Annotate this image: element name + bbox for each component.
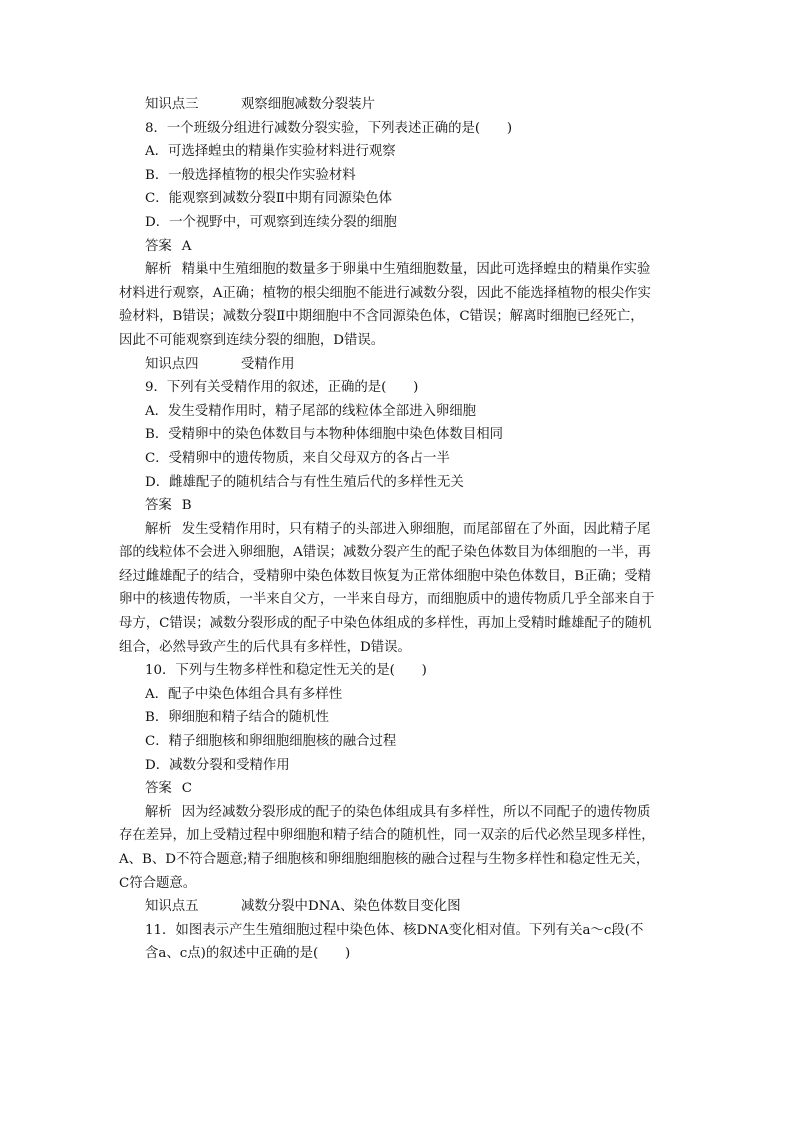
question-10-option-c: C．精子细胞核和卵细胞细胞核的融合过程 <box>145 734 397 750</box>
question-9-option-a: A．发生受精作用时，精子尾部的线粒体全部进入卵细胞 <box>145 403 477 419</box>
section-title: 受精作用 <box>241 356 295 372</box>
answer-label: 答案 <box>145 238 172 254</box>
question-8-option-b: B．一般选择植物的根尖作实验材料 <box>145 167 356 183</box>
question-8-option-c: C．能观察到减数分裂Ⅱ中期有同源染色体 <box>145 191 392 207</box>
question-10-option-a: A．配子中染色体组合具有多样性 <box>145 686 343 702</box>
question-9-option-c: C．受精卵中的遗传物质，来自父母双方的各占一半 <box>145 450 450 466</box>
section-label: 知识点三 <box>145 97 199 112</box>
question-8-answer <box>145 235 655 259</box>
analysis-text: 发生受精作用时，只有精子的头部进入卵细胞，而尾部留在了外面，因此精子尾部的线粒体不会进入卵细胞，A错误；减数分裂产生的配子染色体数目为体细胞的一半，再经过雌雄配子的结合，受精卵中染色体数目恢复为正常体细胞中染色体数目，B正确；受精卵中的核遗传物质，一半来自父方，一半来自母方，而细胞质中的遗传物质几乎全部来自于母方，C错误；减数分裂形成的配子中染色体组成的多样性，再加上受精时雌雄配子的随机组合，必然导致产生的后代具有多样性，D错误。 <box>119 521 655 655</box>
document-content <box>119 93 655 966</box>
question-9-stem: 9．下列有关受精作用的叙述，正确的是( ) <box>145 380 419 396</box>
analysis-text: 精巢中生殖细胞的数量多于卵巢中生殖细胞数量，因此可选择蝗虫的精巢作实验材料进行观察，A正确；植物的根尖细胞不能进行减数分裂，因此不能选择植物的根尖作实验材料，B错误；减数分裂Ⅱ中期细胞中不含同源染色体，C错误；解离时细胞已经死亡，因此不可能观察到连续分裂的细胞，D错误。 <box>119 262 651 348</box>
answer-value: A <box>181 238 192 254</box>
analysis-label: 解析 <box>145 262 172 278</box>
question-8-analysis <box>119 258 655 352</box>
question-9-answer <box>145 494 655 518</box>
section-title: 观察细胞减数分裂装片 <box>241 97 375 112</box>
question-10-option-d: D．减数分裂和受精作用 <box>145 757 290 773</box>
question-10-answer <box>145 777 655 801</box>
section-heading-3 <box>145 93 655 117</box>
question-10-analysis <box>119 801 655 895</box>
question-9-option-d: D．雌雄配子的随机结合与有性生殖后代的多样性无关 <box>145 474 464 490</box>
section-heading-4 <box>145 353 655 377</box>
question-8-option-d: D．一个视野中，可观察到连续分裂的细胞 <box>145 214 397 230</box>
section-title: 减数分裂中DNA、染色体数目变化图 <box>241 899 461 915</box>
answer-value: C <box>181 781 193 797</box>
analysis-text: 因为经减数分裂形成的配子的染色体组成具有多样性，所以不同配子的遗传物质存在差异，加上受精过程中卵细胞和精子结合的随机性，同一双亲的后代必然呈现多样性，A、B、D不符合题意;精子细胞核和卵细胞细胞核的融合过程与生物多样性和稳定性无关，C符合题意。 <box>119 804 655 891</box>
question-9-option-b: B．受精卵中的染色体数目与本物种体细胞中染色体数目相同 <box>145 427 503 443</box>
question-8-stem: 8．一个班级分组进行减数分裂实验，下列表述正确的是( ) <box>145 120 513 136</box>
question-8-option-a: A．可选择蝗虫的精巢作实验材料进行观察 <box>145 144 396 160</box>
analysis-label: 解析 <box>145 804 172 820</box>
answer-label: 答案 <box>145 781 172 797</box>
answer-value: B <box>181 498 192 514</box>
answer-label: 答案 <box>145 498 172 514</box>
question-10-option-b: B．卵细胞和精子结合的随机性 <box>145 710 329 726</box>
question-11-stem: 11．如图表示产生生殖细胞过程中染色体、核DNA变化相对值。下列有关a～c段(不含a、c点)的叙述中正确的是( ) <box>145 922 644 962</box>
section-label: 知识点四 <box>145 356 199 372</box>
analysis-label: 解析 <box>145 521 172 537</box>
question-9-analysis <box>119 518 655 660</box>
question-10-stem: 10．下列与生物多样性和稳定性无关的是( ) <box>145 663 427 679</box>
section-heading-5 <box>145 895 655 919</box>
section-label: 知识点五 <box>145 899 199 915</box>
